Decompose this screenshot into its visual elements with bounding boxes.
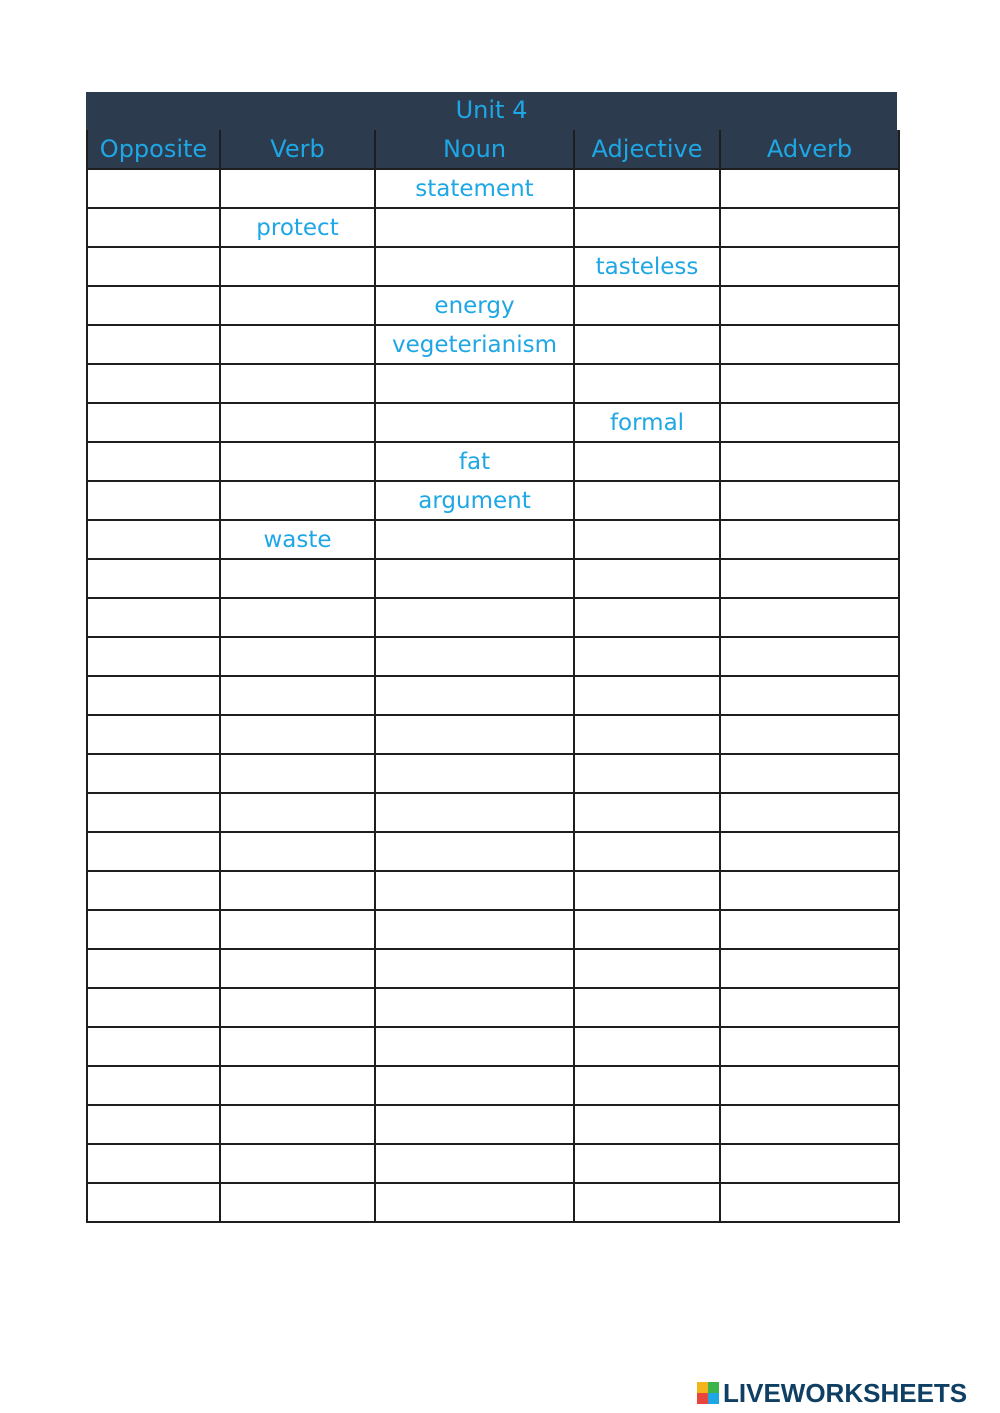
answer-cell-opposite[interactable] xyxy=(87,988,220,1027)
answer-cell-opposite[interactable] xyxy=(87,1027,220,1066)
answer-cell-adverb[interactable] xyxy=(720,754,899,793)
answer-cell-opposite[interactable] xyxy=(87,286,220,325)
answer-cell-adverb[interactable] xyxy=(720,559,899,598)
answer-cell-opposite[interactable] xyxy=(87,208,220,247)
brand-name: LIVEWORKSHEETS xyxy=(723,1378,968,1408)
answer-cell-adjective[interactable] xyxy=(574,325,720,364)
answer-cell-noun: statement xyxy=(375,169,574,208)
liveworksheets-brand xyxy=(697,1378,967,1408)
table-row xyxy=(87,520,899,559)
answer-cell-noun[interactable] xyxy=(375,715,574,754)
answer-cell-opposite[interactable] xyxy=(87,403,220,442)
answer-cell-noun[interactable] xyxy=(375,988,574,1027)
answer-cell-noun: energy xyxy=(375,286,574,325)
answer-cell-verb[interactable] xyxy=(220,949,375,988)
answer-cell-adjective[interactable] xyxy=(574,481,720,520)
table-row xyxy=(87,1105,899,1144)
answer-cell-adjective[interactable] xyxy=(574,1066,720,1105)
answer-cell-noun[interactable] xyxy=(375,637,574,676)
answer-cell-verb[interactable] xyxy=(220,676,375,715)
answer-cell-verb: waste xyxy=(220,520,375,559)
worksheet xyxy=(86,92,897,1223)
table-row xyxy=(87,364,899,403)
answer-cell-adverb[interactable] xyxy=(720,364,899,403)
answer-cell-adverb[interactable] xyxy=(720,871,899,910)
answer-cell-adverb[interactable] xyxy=(720,598,899,637)
answer-cell-opposite[interactable] xyxy=(87,910,220,949)
answer-cell-adverb[interactable] xyxy=(720,832,899,871)
answer-cell-noun: vegeterianism xyxy=(375,325,574,364)
answer-cell-opposite[interactable] xyxy=(87,1105,220,1144)
answer-cell-opposite[interactable] xyxy=(87,949,220,988)
answer-cell-adjective[interactable] xyxy=(574,442,720,481)
answer-cell-verb[interactable] xyxy=(220,442,375,481)
column-header-opposite: Opposite xyxy=(87,130,220,169)
answer-cell-adverb[interactable] xyxy=(720,793,899,832)
answer-cell-adverb[interactable] xyxy=(720,325,899,364)
answer-cell-noun[interactable] xyxy=(375,247,574,286)
answer-cell-noun[interactable] xyxy=(375,1105,574,1144)
column-header-verb: Verb xyxy=(220,130,375,169)
answer-cell-noun: argument xyxy=(375,481,574,520)
answer-cell-noun[interactable] xyxy=(375,520,574,559)
column-header-noun: Noun xyxy=(375,130,574,169)
answer-cell-noun[interactable] xyxy=(375,793,574,832)
answer-cell-adverb[interactable] xyxy=(720,442,899,481)
answer-cell-verb[interactable] xyxy=(220,247,375,286)
answer-cell-noun[interactable] xyxy=(375,949,574,988)
answer-cell-opposite[interactable] xyxy=(87,715,220,754)
answer-cell-adjective[interactable] xyxy=(574,169,720,208)
answer-cell-adjective[interactable] xyxy=(574,832,720,871)
answer-cell-opposite[interactable] xyxy=(87,598,220,637)
answer-cell-adjective[interactable] xyxy=(574,1105,720,1144)
answer-cell-adverb[interactable] xyxy=(720,715,899,754)
answer-cell-adverb[interactable] xyxy=(720,910,899,949)
worksheet-title: Unit 4 xyxy=(86,92,897,130)
answer-cell-verb[interactable] xyxy=(220,286,375,325)
answer-cell-adjective[interactable] xyxy=(574,1144,720,1183)
answer-cell-adjective[interactable] xyxy=(574,910,720,949)
table-row xyxy=(87,1027,899,1066)
answer-cell-adverb[interactable] xyxy=(720,988,899,1027)
answer-cell-noun[interactable] xyxy=(375,1144,574,1183)
table-row xyxy=(87,325,899,364)
answer-cell-verb[interactable] xyxy=(220,403,375,442)
table-row xyxy=(87,169,899,208)
answer-cell-noun[interactable] xyxy=(375,832,574,871)
table-row xyxy=(87,403,899,442)
answer-cell-adjective[interactable] xyxy=(574,598,720,637)
answer-cell-opposite[interactable] xyxy=(87,559,220,598)
word-forms-table xyxy=(86,130,900,1223)
answer-cell-verb[interactable] xyxy=(220,871,375,910)
answer-cell-adverb[interactable] xyxy=(720,1105,899,1144)
liveworksheets-logo-icon xyxy=(697,1382,719,1404)
answer-cell-adverb[interactable] xyxy=(720,520,899,559)
answer-cell-verb[interactable] xyxy=(220,793,375,832)
table-body xyxy=(87,169,899,1222)
answer-cell-verb[interactable] xyxy=(220,988,375,1027)
answer-cell-opposite[interactable] xyxy=(87,247,220,286)
answer-cell-verb[interactable] xyxy=(220,832,375,871)
answer-cell-adjective[interactable] xyxy=(574,1183,720,1222)
answer-cell-noun[interactable] xyxy=(375,910,574,949)
answer-cell-noun[interactable] xyxy=(375,598,574,637)
table-row xyxy=(87,598,899,637)
answer-cell-opposite[interactable] xyxy=(87,676,220,715)
answer-cell-noun[interactable] xyxy=(375,559,574,598)
answer-cell-noun[interactable] xyxy=(375,1027,574,1066)
table-row xyxy=(87,1066,899,1105)
table-row xyxy=(87,949,899,988)
table-row xyxy=(87,637,899,676)
answer-cell-adjective[interactable] xyxy=(574,715,720,754)
answer-cell-verb[interactable] xyxy=(220,910,375,949)
answer-cell-noun[interactable] xyxy=(375,208,574,247)
answer-cell-adverb[interactable] xyxy=(720,1144,899,1183)
answer-cell-noun[interactable] xyxy=(375,754,574,793)
answer-cell-adjective[interactable] xyxy=(574,1027,720,1066)
answer-cell-opposite[interactable] xyxy=(87,169,220,208)
answer-cell-noun[interactable] xyxy=(375,403,574,442)
table-row xyxy=(87,1144,899,1183)
answer-cell-opposite[interactable] xyxy=(87,637,220,676)
answer-cell-verb[interactable] xyxy=(220,637,375,676)
answer-cell-adjective: tasteless xyxy=(574,247,720,286)
answer-cell-adverb[interactable] xyxy=(720,1183,899,1222)
answer-cell-adjective[interactable] xyxy=(574,559,720,598)
table-row xyxy=(87,208,899,247)
table-row xyxy=(87,793,899,832)
table-row xyxy=(87,442,899,481)
answer-cell-adverb[interactable] xyxy=(720,676,899,715)
answer-cell-adverb[interactable] xyxy=(720,247,899,286)
answer-cell-noun[interactable] xyxy=(375,676,574,715)
answer-cell-adverb[interactable] xyxy=(720,286,899,325)
answer-cell-opposite[interactable] xyxy=(87,520,220,559)
answer-cell-opposite[interactable] xyxy=(87,793,220,832)
answer-cell-verb[interactable] xyxy=(220,754,375,793)
table-row xyxy=(87,676,899,715)
table-row xyxy=(87,481,899,520)
answer-cell-verb: protect xyxy=(220,208,375,247)
table-row xyxy=(87,754,899,793)
answer-cell-opposite[interactable] xyxy=(87,1066,220,1105)
answer-cell-verb[interactable] xyxy=(220,1066,375,1105)
table-header-row xyxy=(87,130,899,169)
answer-cell-noun: fat xyxy=(375,442,574,481)
table-row xyxy=(87,559,899,598)
answer-cell-noun[interactable] xyxy=(375,871,574,910)
answer-cell-adjective[interactable] xyxy=(574,949,720,988)
answer-cell-adjective[interactable] xyxy=(574,676,720,715)
answer-cell-adverb[interactable] xyxy=(720,1027,899,1066)
column-header-adverb: Adverb xyxy=(720,130,899,169)
answer-cell-adverb[interactable] xyxy=(720,169,899,208)
answer-cell-noun[interactable] xyxy=(375,1066,574,1105)
answer-cell-adverb[interactable] xyxy=(720,637,899,676)
answer-cell-verb[interactable] xyxy=(220,559,375,598)
answer-cell-adverb[interactable] xyxy=(720,1066,899,1105)
table-row xyxy=(87,715,899,754)
answer-cell-adjective[interactable] xyxy=(574,520,720,559)
answer-cell-verb[interactable] xyxy=(220,1183,375,1222)
answer-cell-noun[interactable] xyxy=(375,1183,574,1222)
table-row xyxy=(87,247,899,286)
answer-cell-adjective[interactable] xyxy=(574,364,720,403)
answer-cell-adjective[interactable] xyxy=(574,637,720,676)
answer-cell-opposite[interactable] xyxy=(87,481,220,520)
table-row xyxy=(87,832,899,871)
answer-cell-opposite[interactable] xyxy=(87,754,220,793)
table-row xyxy=(87,988,899,1027)
answer-cell-adjective[interactable] xyxy=(574,208,720,247)
answer-cell-adverb[interactable] xyxy=(720,481,899,520)
answer-cell-adjective[interactable] xyxy=(574,793,720,832)
answer-cell-adjective[interactable] xyxy=(574,286,720,325)
table-row xyxy=(87,910,899,949)
table-row xyxy=(87,1183,899,1222)
answer-cell-verb[interactable] xyxy=(220,364,375,403)
answer-cell-adverb[interactable] xyxy=(720,403,899,442)
answer-cell-opposite[interactable] xyxy=(87,1183,220,1222)
answer-cell-noun[interactable] xyxy=(375,364,574,403)
answer-cell-opposite[interactable] xyxy=(87,871,220,910)
answer-cell-verb[interactable] xyxy=(220,481,375,520)
answer-cell-opposite[interactable] xyxy=(87,364,220,403)
answer-cell-opposite[interactable] xyxy=(87,1144,220,1183)
answer-cell-opposite[interactable] xyxy=(87,832,220,871)
answer-cell-adjective[interactable] xyxy=(574,871,720,910)
answer-cell-verb[interactable] xyxy=(220,1105,375,1144)
answer-cell-verb[interactable] xyxy=(220,1027,375,1066)
answer-cell-verb[interactable] xyxy=(220,598,375,637)
answer-cell-verb[interactable] xyxy=(220,325,375,364)
answer-cell-opposite[interactable] xyxy=(87,442,220,481)
answer-cell-opposite[interactable] xyxy=(87,325,220,364)
table-row xyxy=(87,871,899,910)
answer-cell-adverb[interactable] xyxy=(720,949,899,988)
answer-cell-adjective[interactable] xyxy=(574,754,720,793)
answer-cell-adjective[interactable] xyxy=(574,988,720,1027)
answer-cell-verb[interactable] xyxy=(220,1144,375,1183)
column-header-adjective: Adjective xyxy=(574,130,720,169)
answer-cell-verb[interactable] xyxy=(220,169,375,208)
answer-cell-verb[interactable] xyxy=(220,715,375,754)
answer-cell-adjective: formal xyxy=(574,403,720,442)
answer-cell-adverb[interactable] xyxy=(720,208,899,247)
table-row xyxy=(87,286,899,325)
